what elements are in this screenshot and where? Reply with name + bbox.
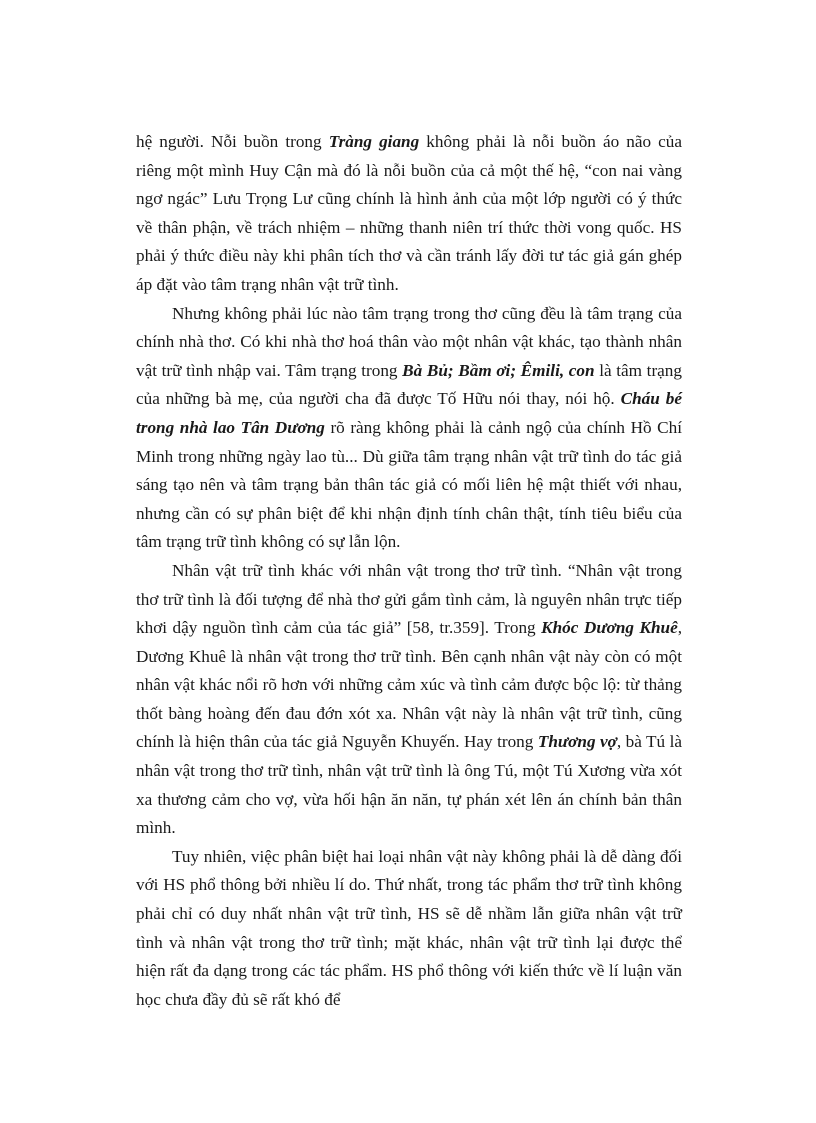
text-run: Tuy nhiên, việc phân biệt hai loại nhân vật này không phải là dễ dàng đối với HS phổ thông bởi nhiều lí do. Thứ nhất, trong tác phẩm thơ trữ tình không phải chỉ có duy nhất nhân vật trữ tình, HS sẽ dễ nhầm lẫn giữa nhân vật trữ tình và nhân vật trong thơ trữ tình; mặt khác, nhân vật trữ tình lại được thể hiện rất đa dạng trong các tác phẩm. HS phổ thông với kiến thức về lí luận văn học chưa đầy đủ sẽ rất khó để xyxy=(136,846,682,1009)
work-title-thuong-vo: Thương vợ xyxy=(537,732,617,752)
text-run: , bà Tú là nhân vật trong thơ trữ tình, nhân vật trữ tình là ông Tú, một Tú Xương vừa xót xa thương cảm cho vợ, vừa hối hận ăn năn, tự phán xét lên án chính bản thân mình. xyxy=(136,732,682,838)
text-run: Nhân vật trữ tình khác với nhân vật trong thơ trữ tình. “Nhân vật trong thơ trữ tình là đối tượng để nhà thơ gửi gắm tình cảm, là nguyên nhân trực tiếp khơi dậy nguồn tình cảm của tác giả” [58, tr.359]. Trong xyxy=(136,560,682,638)
text-run: là tâm trạng của những bà mẹ, của người cha đã được Tố Hữu nói thay, nói hộ. xyxy=(136,360,682,409)
text-run: hệ người. Nỗi buồn trong xyxy=(136,132,329,151)
work-title-chau-be: Cháu bé trong nhà lao Tân Dương xyxy=(136,389,682,437)
text-run: rõ ràng không phải là cảnh ngộ của chính Hồ Chí Minh trong những ngày lao tù... Dù giữa tâm trạng nhân vật trữ tình do tác giả sáng tạo nên và tâm trạng bản thân tác giả có mối liên hệ mật thiết với nhau, nhưng cần có sự phân biệt để khi nhận định tính chân thật, tính tiêu biểu của tâm trạng trữ tình không có sự lẫn lộn. xyxy=(136,417,682,552)
work-title-khoc-duong-khue: Khóc Dương Khuê xyxy=(541,618,678,638)
text-run: không phải là nỗi buồn áo não của riêng một mình Huy Cận mà đó là nỗi buồn của cả một thế hệ, “con nai vàng ngơ ngác” Lưu Trọng Lư cũng chính là hình ảnh của một lớp người có ý thức về thân phận, về trách nhiệm – những thanh niên trí thức thời vong quốc. HS phải ý thức điều này khi phân tích thơ và cần tránh lấy đời tư tác giả gán ghép áp đặt vào tâm trạng nhân vật trữ tình. xyxy=(136,132,682,294)
work-title-trang-giang: Tràng giang xyxy=(328,132,420,151)
paragraph-2 xyxy=(136,300,682,557)
work-title-ba-bu: Bà Bủ; Bầm ơi; Êmili, con xyxy=(402,360,595,380)
paragraph-1 xyxy=(136,128,682,300)
text-run: , Dương Khuê là nhân vật trong thơ trữ tình. Bên cạnh nhân vật này còn có một nhân vật khác nổi rõ hơn với những cảm xúc và tình cảm được bộc lộ: từ thảng thốt bàng hoàng đến đau đớn xót xa. Nhân vật này là nhân vật trữ tình, cũng chính là hiện thân của tác giả Nguyễn Khuyến. Hay trong xyxy=(136,618,682,752)
paragraph-4 xyxy=(136,843,682,1015)
body-text xyxy=(136,128,682,1014)
paragraph-3 xyxy=(136,557,682,843)
text-run: Nhưng không phải lúc nào tâm trạng trong thơ cũng đều là tâm trạng của chính nhà thơ. Có khi nhà thơ hoá thân vào một nhân vật khác, tạo thành nhân vật trữ tình nhập vai. Tâm trạng trong xyxy=(136,303,682,380)
